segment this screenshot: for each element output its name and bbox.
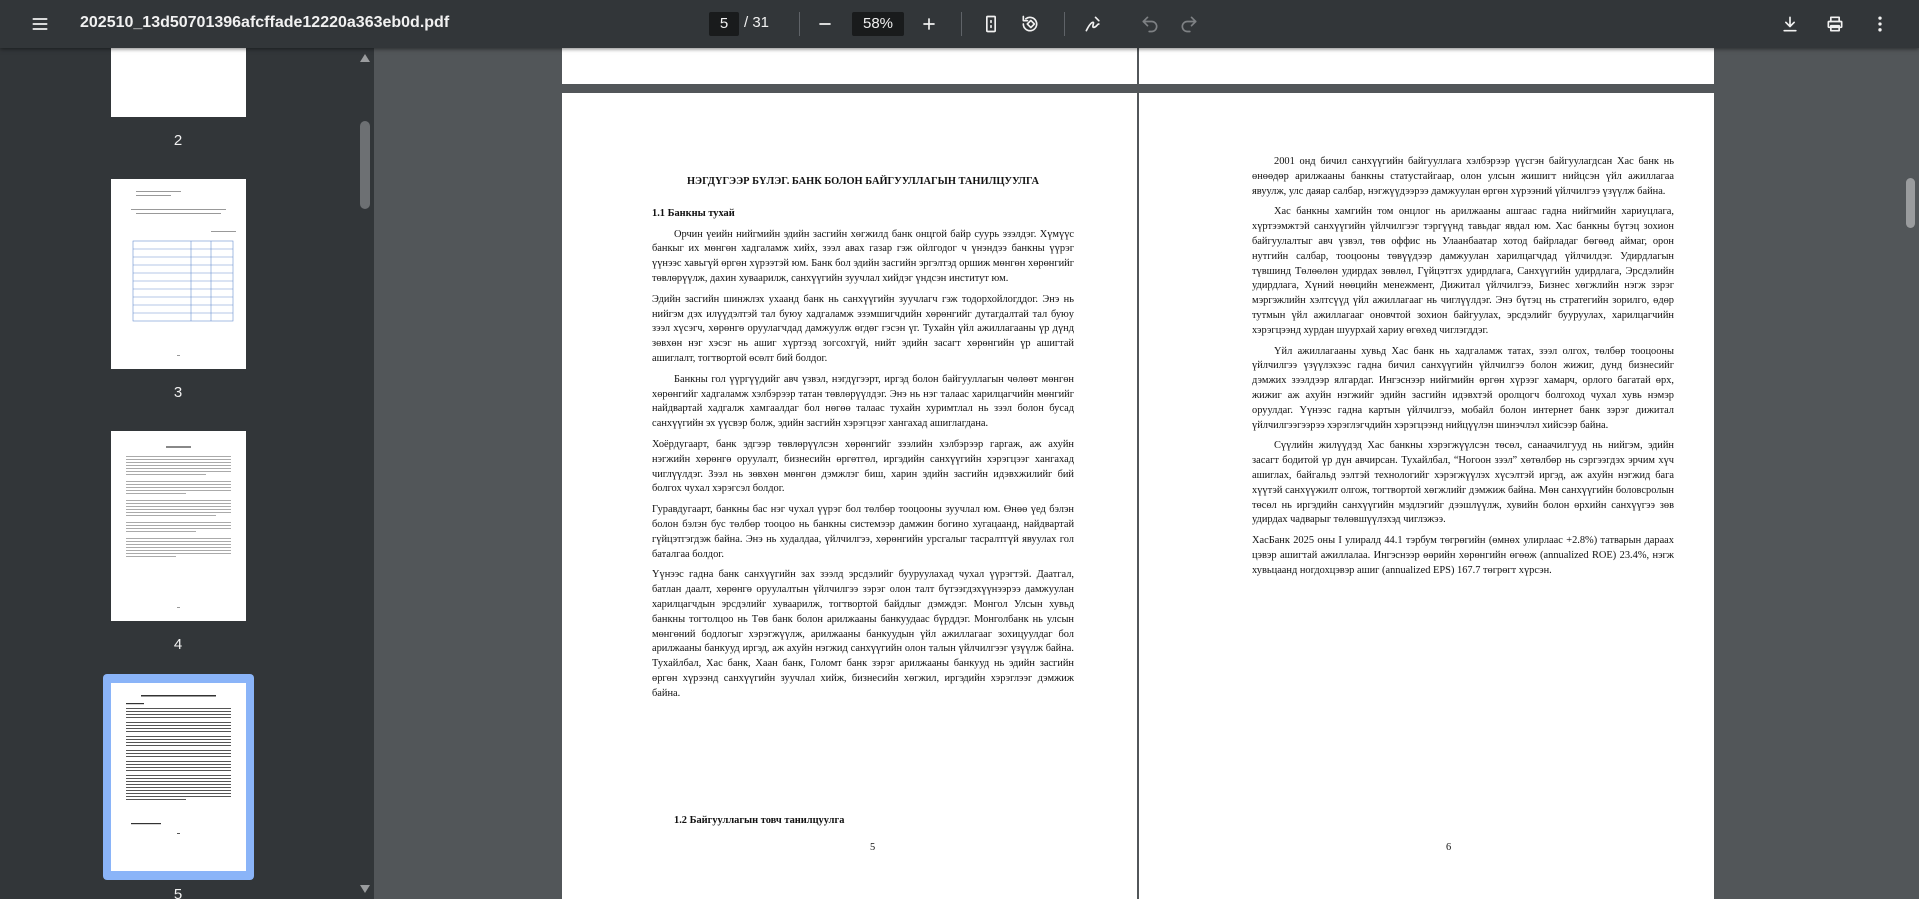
fit-to-page-button[interactable]	[975, 8, 1007, 40]
page-thumbnail-4[interactable]	[111, 431, 246, 621]
paragraph: Үүнээс гадна банк санхүүгийн зах зээлд эрсдэлийг бууруулахад чухал үүрэгтэй. Даатгал, батлан даалт, хөрөнгө оруулалтын үйлчилгээ зэрэг олон талт бүтээгдэхүүнээрээ дамжуулан харилцагчдын эрсдэлийг хуваарилж, тогтвортой байдлыг дэмждэг. Монгол Улсын хувьд банкны тогтолцоо нь Төв банк болон арилжааны банкуудаас бүрддэг. Монголбанк нь улсын мөнгөний бодлогыг хэрэгжүүлж, арилжааны банкуудын үйл ажиллагааг зохицуулдаг бол арилжааны банкууд иргэд, аж ахуйн нэгжид санхүүгийн олон талын үйлчилгээг үзүүлж байна. Тухайлбал, Хас банк, Хаан банк, Голомт банк зэрэг арилжааны банкууд нь эдийн засгийн өргөн хүрээнд санхүүгийн зуучлал хийж, бизнесийн хөгжил, иргэдийн хэрэглээг дэмжиж байна.	[652, 569, 1074, 699]
paragraph: 2001 онд бичил санхүүгийн байгууллага хэлбэрээр үүсгэн байгуулагдсан Хас банк нь өнөөдөр арилжааны банкны статустайгаар, олон улсын жишигт нийцсэн үйл ажиллагаа явуулж, улс даяар салбар, нэгжүүдээрээ дамжуулан өргөн хүрээний үйлчилгээ үзүүлж байна.	[1252, 156, 1674, 197]
viewer-scrollbar[interactable]	[1901, 48, 1919, 899]
download-icon[interactable]	[1774, 8, 1806, 40]
paragraph: Үйл ажиллагааны хувьд Хас банк нь хадгаламж татах, зээл олгох, төлбөр тооцооны үйлчилгээ үзүүлэхээс гадна бичил санхүүгийн үйлчилгээ болон жижиг, дунд бизнесийг дэмжих зээлдээр ялгардаг. Ингэснээр нийгмийн өргөн хүрээг хамарч, орлого багатай өрх, жижиг аж ахуйн нэгжийг эдийн засгийн идэвхтэй оролцогч болгоход чухал хувь нэмэр оруулдаг. Үүнээс гадна картын үйлчилгээ, мобайл болон интернет банк зэрэг дижитал үйлчилгээгээрээ хэрэглэгчдийн хэрэгцээнд нийцүүлэн шинэчлэл хийсээр байна.	[1252, 345, 1674, 431]
thumbnail-label: 5	[173, 886, 183, 899]
scroll-up-arrow-icon[interactable]	[360, 54, 370, 62]
viewer-scroll-thumb[interactable]	[1906, 178, 1915, 228]
paragraph: Хас банкны хамгийн том онцлог нь арилжааны ашгаас гадна нийгмийн хариуцлага, хүртээмжтэй санхүүгийн үйлчилгээг тэргүүнд тавьдаг явдал юм. Хас банкны бүтэц зохион байгуулалтыг авч үзвэл, төв оффис нь Улаанбаатар хотод байрладаг бөгөөд аймаг, орон нутгийн салбар, тооцооны төвүүдээр дамжуулан харилцагчдад үйлчилдэг. Удирдлагын түвшинд Төлөөлөн удирдах зөвлөл, Гүйцэтгэх удирдлага, Санхүүгийн удирдлага, Эрсдэлийн удирдлага, Хүний нөөцийн менежмент, Дижитал үйлчилгээ, Бизнес хөгжлийн нэгж зэрэг мэргэжлийн хэлтсүүд үйл ажиллагааг нь чиглүүлдэг. Энэ бүтэц нь стратегийн зорилго, өдөр тутмын үйл ажиллагааг оновчтой зохион байгуулах, эрсдэлийг бууруулах, харилцагчийн хэрэгцээнд хурдан шуурхай хариу өгөхөд чиглэгддэг.	[1252, 206, 1674, 336]
paragraph: Банкны гол үүргүүдийг авч үзвэл, нэгдүгээрт, иргэд болон байгууллагын чөлөөт мөнгөн хөрөнгийг хадгаламж хэлбэрээр татан төвлөрүүлдэг. Энэ нь нэг талаас харилцагчийн мөнгийг найдвартай хадгалж хамгаалдаг бол нөгөө талаас тухайн хуримтлал нь зээл болон бусад санхүүгийн эх үүсвэр болж, эдийн засгийн хэрэгцээг хангахад ашиглагдана.	[652, 373, 1074, 430]
print-icon[interactable]	[1819, 8, 1851, 40]
redo-icon[interactable]	[1173, 8, 1205, 40]
document-title: 202510_13d50701396afcffade12220a363eb0d.pdf	[80, 14, 450, 31]
page-3-bottom	[562, 48, 1137, 84]
undo-icon[interactable]	[1134, 8, 1166, 40]
zoom-out-button[interactable]	[809, 8, 841, 40]
paragraph: Орчин үеийн нийгмийн эдийн засгийн хөгжилд банк онцгой байр суурь эзэлдэг. Хүмүүс банкыг их мөнгөн хадгаламж хийх, зээл авах газар гэж ойлгодог ч үнэндээ банкны үүрэг үүнээс хавьгүй өргөн хүрээтэй юм. Банк бол эдийн засгийн эргэлтэд оршиж мөнгөн хөрөнгийг төвлөрүүлж, дахин хуваарилж, санхүүгийн зуучлал хийдэг үндсэн институт юм.	[652, 228, 1074, 284]
section-heading: 1.2 Байгууллагын товч танилцуулга	[674, 815, 845, 826]
zoom-level-input[interactable]: 58%	[852, 12, 904, 36]
pdf-page-6	[1139, 93, 1714, 899]
scroll-down-arrow-icon[interactable]	[360, 885, 370, 893]
thumbnail-label: 4	[173, 636, 183, 653]
page-number: 6	[1446, 842, 1452, 853]
paragraph: Эдийн засгийн шинжлэх ухаанд банк нь санхүүгийн зуучлагч гэж тодорхойлогддог. Энэ нь нийгэм дэх илүүдэлтэй тал буюу хадгаламж эзэмшигчдийн хөрөнгийг дутагдалтай тал буюу зээл хүсэгч, хөрөнгө оруулагчдад дамжуулж өгдөг гэсэн үг. Тухайн үйл ажиллагааны үр дүнд зөвхөн нэг хэсэг нь ашиг хүртээд зогсохгүй, нийт эдийн засагт хөрөнгийн үр ашигтай ашиглалт, тогтвортой өсөлт бий болдог.	[652, 293, 1074, 364]
toolbar-divider	[961, 12, 962, 36]
page-number: 5	[870, 842, 876, 853]
page-4-bottom	[1139, 48, 1714, 84]
page-thumbnail-3[interactable]	[111, 179, 246, 369]
sidebar-scroll-thumb[interactable]	[360, 121, 370, 209]
zoom-in-button[interactable]	[913, 8, 945, 40]
document-viewer	[374, 48, 1901, 899]
page-number-input[interactable]: 5	[709, 12, 739, 36]
pdf-toolbar	[0, 0, 1919, 48]
page-total: / 31	[744, 14, 770, 31]
menu-icon[interactable]	[24, 8, 56, 40]
more-options-icon[interactable]	[1864, 8, 1896, 40]
toolbar-divider	[799, 12, 800, 36]
thumbnail-sidebar	[0, 48, 356, 899]
annotate-pen-icon[interactable]	[1077, 8, 1109, 40]
thumbnail-content	[111, 431, 246, 621]
page-thumbnail-5[interactable]	[111, 683, 246, 871]
page-thumbnail-2[interactable]	[111, 48, 246, 117]
thumbnail-label: 3	[173, 384, 183, 401]
paragraph: Хоёрдугаарт, банк эдгээр төвлөрүүлсэн хөрөнгийг зээлийн хэлбэрээр гаргаж, аж ахуйн нэгжийн хөрөнгө оруулалт, бизнесийн өргөтгөл, иргэдийн санхүүгийн хэрэгцээг хангахад чиглүүлдэг. Зээл нь зөвхөн мөнгөн дэмжлэг биш, харин эдийн засгийн идэвхжилийг бий болгох чухал хэрэгсэл болдог.	[652, 438, 1074, 495]
sidebar-scrollbar[interactable]	[356, 48, 374, 899]
thumbnail-content	[111, 179, 246, 369]
paragraph: Сүүлийн жилүүдэд Хас банкны хэрэгжүүлсэн төсөл, санаачилгууд нь нийгэм, эдийн засагт бодитой үр дүн авчирсан. Тухайлбал, “Ногоон зээл” хөтөлбөр нь сэргээгдэх эрчим хүч ашиглах, байгальд ээлтэй технологийг хэрэгжүүлэх хүсэлтэй иргэд, аж ахуйн нэгжид бага хүүтэй санхүүжилт олгож, тогтвортой хөгжлийг дэмжиж байна. Мөн санхүүгийн боловсролын төсөл нь иргэдийн санхүүгийн мэдлэгийг дээшлүүлж, хувийн болон өрхийн санхүүгээ зөв удирдах чадварыг төлөвшүүлэхэд чиглэжээ.	[1252, 440, 1674, 526]
chapter-heading: НЭГДҮГЭЭР БҮЛЭГ. БАНК БОЛОН БАЙГУУЛЛАГЫН ТАНИЛЦУУЛГА	[686, 176, 1040, 187]
paragraph: ХасБанк 2025 оны I улиралд 44.1 тэрбум төгрөгийн (өмнөх улирлаас +2.8%) татварын дараах цэвэр ашигтай ажиллалаа. Ингэснээр өөрийн хөрөнгийн өгөөж (annualized ROE) 23.4%, нэгж хувьцаанд ногдохцэвэр ашиг (annualized EPS) 167.7 төгрөгт хүрсэн.	[1252, 535, 1674, 576]
toolbar-divider	[1064, 12, 1065, 36]
rotate-icon[interactable]	[1014, 8, 1046, 40]
section-heading: 1.1 Банкны тухай	[652, 207, 735, 219]
thumbnail-content	[111, 683, 246, 871]
paragraph: Гуравдугаарт, банкны бас нэг чухал үүрэг бол төлбөр тооцооны зуучлал юм. Өнөө үед бэлэн болон бэлэн бус төлбөр тооцоо нь банкны системээр дамжин богино хугацаанд, найдвартай гүйцэтгэгдэж байна. Энэ нь худалдаа, үйлчилгээ, хөрөнгийн урсгалыг тасралтгүй явуулах гол баталгаа болдог.	[652, 504, 1074, 560]
thumbnail-label: 2	[173, 132, 183, 149]
pdf-page-5	[562, 93, 1137, 899]
